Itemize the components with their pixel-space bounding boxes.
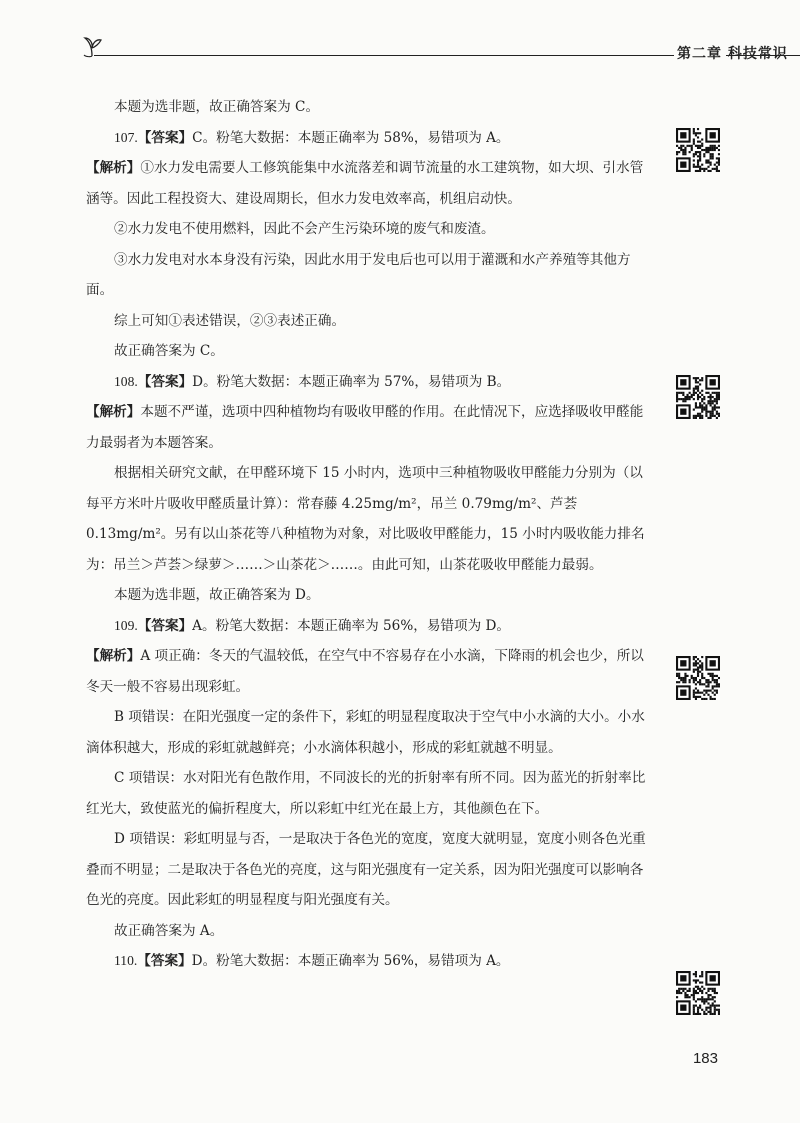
paragraph: ③水力发电对水本身没有污染，因此水用于发电后也可以用于灌溉和水产养殖等其他方面。 [86,251,631,298]
chapter-title: 第二章 科技常识 [677,46,788,62]
paragraph: 故正确答案为 C。 [114,343,224,359]
explanation: 【解析】本题不严谨，选项中四种植物均有吸收甲醛的作用。在此情况下，应选择吸收甲醛能力最弱者为本题答案。 [86,404,644,451]
paragraph: 故正确答案为 A。 [114,922,224,939]
answer-109: 109.【答案】A。粉笔大数据：本题正确率为 56%，易错项为 D。 [114,617,511,634]
answer-108: 108.【答案】D。粉笔大数据：本题正确率为 57%，易错项为 B。 [114,373,511,390]
qr-code-icon[interactable] [676,128,720,172]
answer-tag: 【答案】 [137,373,193,390]
answer-110: 110.【答案】D。粉笔大数据：本题正确率为 56%，易错项为 A。 [114,953,510,969]
answer-tag: 【答案】 [137,953,192,969]
qr-code-icon[interactable] [676,971,720,1015]
explanation: 【解析】A 项正确：冬天的气温较低，在空气中不容易存在小水滴，下降雨的机会也少，所以冬天一般不容易出现彩虹。 [86,648,644,695]
explanation-tag: 【解析】 [86,160,141,176]
explanation-tag: 【解析】 [86,648,141,664]
paragraph: 本题为选非题，故正确答案为 C。 [114,99,320,115]
answer-tag: 【答案】 [137,129,193,146]
answer-107: 107.【答案】C。粉笔大数据：本题正确率为 58%，易错项为 A。 [114,129,510,146]
paragraph: C 项错误：水对阳光有色散作用，不同波长的光的折射率有所不同。因为蓝光的折射率比红光大，致使蓝光的偏折程度大，所以彩虹中红光在最上方，其他颜色在下。 [86,770,646,817]
qr-code-icon[interactable] [676,375,720,419]
paragraph: D 项错误：彩虹明显与否，一是取决于各色光的宽度，宽度大就明显，宽度小则各色光重叠而不明显；二是取决于各色光的亮度，这与阳光强度有一定关系，因为阳光强度可以影响各色光的亮度。因此彩虹的明显程度与阳光强度有关。 [86,831,646,908]
paragraph: ②水力发电不使用燃料，因此不会产生污染环境的废气和废渣。 [114,221,495,237]
header-rule [94,55,674,56]
page-number: 183 [692,1050,718,1067]
explanation: 【解析】①水力发电需要人工修筑能集中水流落差和调节流量的水工建筑物，如大坝、引水管涵等。因此工程投资大、建设周期长，但水力发电效率高，机组启动快。 [86,160,644,207]
paragraph: 综上可知①表述错误，②③表述正确。 [114,312,346,329]
explanation-tag: 【解析】 [86,404,141,420]
page-header [80,34,800,64]
answer-tag: 【答案】 [137,617,193,634]
header-rule-right [726,55,800,56]
answer-explanations [86,92,656,977]
paragraph: 根据相关研究文献，在甲醛环境下 15 小时内，选项中三种植物吸收甲醛能力分别为（以每平方米叶片吸收甲醛质量计算）：常春藤 4.25mg/m²，吊兰 0.79mg/m²、芦荟 0.13mg/m²。另有以山茶花等八种植物为对象，对比吸收甲醛能力，15 小时内吸收能力排名为：吊兰＞芦荟＞绿萝＞……＞山茶花＞……。由此可知，山茶花吸收甲醛能力最弱。 [86,465,645,573]
paragraph: 本题为选非题，故正确答案为 D。 [114,587,320,603]
qr-code-icon[interactable] [676,656,720,700]
paragraph: B 项错误：在阳光强度一定的条件下，彩虹的明显程度取决于空气中小水滴的大小。小水滴体积越大，形成的彩虹就越鲜亮；小水滴体积越小，形成的彩虹就越不明显。 [86,709,645,756]
